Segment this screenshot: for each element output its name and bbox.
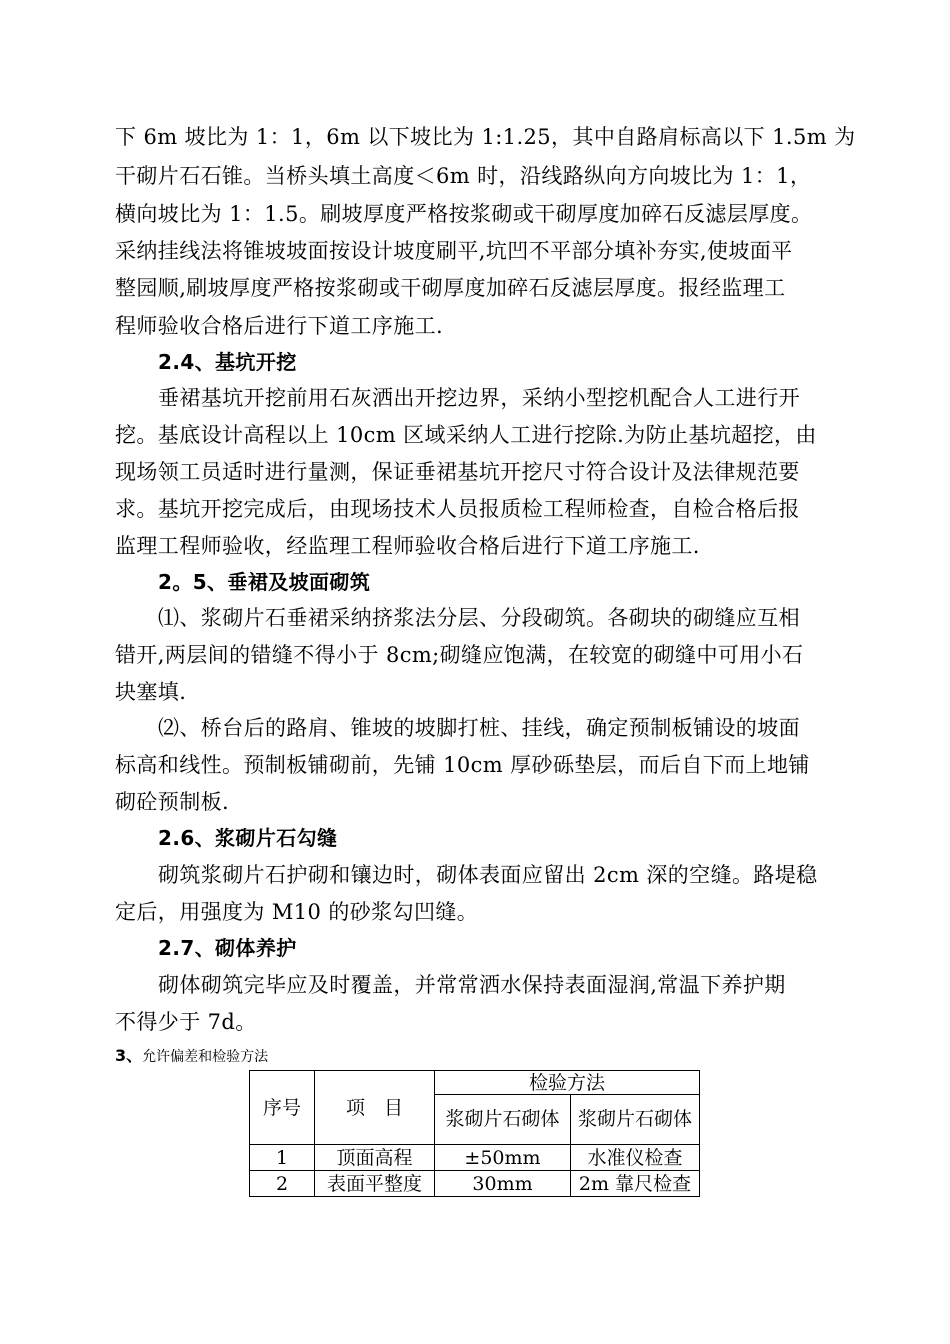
cell-item: 表面平整度 xyxy=(315,1171,435,1197)
body-line: 采纳挂线法将锥坡坡面按设计坡度刷平,坑凹不平部分填补夯实,使坡面平 xyxy=(115,239,793,263)
body-line: 求。基坑开挖完成后，由现场技术人员报质检工程师检查，自检合格后报 xyxy=(115,497,800,521)
body-line: 砌筑浆砌片石护砌和镶边时，砌体表面应留出 2cm 深的空缝。路堤稳 xyxy=(158,863,818,887)
section-3-number: 3、 xyxy=(115,1046,143,1065)
header-sub-col1: 浆砌片石砌体 xyxy=(435,1095,571,1145)
cell-v1: ±50mm xyxy=(435,1145,571,1171)
body-line: 横向坡比为 1：1.5。刷坡厚度严格按浆砌或干砌厚度加碎石反滤层厚度。 xyxy=(115,202,813,226)
body-line: 现场领工员适时进行量测，保证垂裙基坑开挖尺寸符合设计及法律规范要 xyxy=(115,460,800,484)
body-line: 定后，用强度为 M10 的砂浆勾凹缝。 xyxy=(115,900,479,924)
body-line: 监理工程师验收，经监理工程师验收合格后进行下道工序施工. xyxy=(115,534,700,558)
header-seq: 序号 xyxy=(250,1071,315,1145)
cell-v2: 水准仪检查 xyxy=(571,1145,700,1171)
tolerance-table xyxy=(249,1070,700,1197)
section-3-title: 允许偏差和检验方法 xyxy=(142,1049,269,1065)
body-line: 块塞填. xyxy=(115,680,187,704)
table-row xyxy=(250,1171,700,1197)
cell-v2: 2m 靠尺检查 xyxy=(571,1171,700,1197)
table-row xyxy=(250,1145,700,1171)
section-heading-2-5: 2。5、垂裙及坡面砌筑 xyxy=(158,570,371,594)
body-line: ⑵、桥台后的路肩、锥坡的坡脚打桩、挂线，确定预制板铺设的坡面 xyxy=(158,716,800,740)
body-line: 整园顺,刷坡厚度严格按浆砌或干砌厚度加碎石反滤层厚度。报经监理工 xyxy=(115,276,786,300)
body-line: 下 6m 坡比为 1：1，6m 以下坡比为 1:1.25，其中自路肩标高以下 1.5m 为 xyxy=(115,125,856,149)
section-heading-2-6: 2.6、浆砌片石勾缝 xyxy=(158,826,338,850)
cell-item: 顶面高程 xyxy=(315,1145,435,1171)
header-item: 项 目 xyxy=(315,1071,435,1145)
header-method: 检验方法 xyxy=(435,1071,700,1095)
body-line: 砌砼预制板. xyxy=(115,790,230,814)
section-heading-2-4: 2.4、基坑开挖 xyxy=(158,350,297,374)
body-line: ⑴、浆砌片石垂裙采纳挤浆法分层、分段砌筑。各砌块的砌缝应互相 xyxy=(158,606,800,630)
body-line: 标高和线性。预制板铺砌前，先铺 10cm 厚砂砾垫层，而后自下而上地铺 xyxy=(115,753,810,777)
body-line: 垂裙基坑开挖前用石灰洒出开挖边界，采纳小型挖机配合人工进行开 xyxy=(158,386,800,410)
body-line: 挖。基底设计高程以上 10cm 区域采纳人工进行挖除.为防止基坑超挖，由 xyxy=(115,423,817,447)
body-line: 程师验收合格后进行下道工序施工. xyxy=(115,314,444,338)
body-line: 干砌片石石锥。当桥头填土高度＜6m 时，沿线路纵向方向坡比为 1：1， xyxy=(115,164,812,188)
section-3-heading xyxy=(115,1046,268,1067)
body-line: 错开,两层间的错缝不得小于 8cm;砌缝应饱满，在较宽的砌缝中可用小石 xyxy=(115,643,804,667)
header-sub-col2: 浆砌片石砌体 xyxy=(571,1095,700,1145)
section-heading-2-7: 2.7、砌体养护 xyxy=(158,936,297,960)
body-line: 不得少于 7d。 xyxy=(115,1010,257,1034)
cell-v1: 30mm xyxy=(435,1171,571,1197)
cell-seq: 1 xyxy=(250,1145,315,1171)
body-line: 砌体砌筑完毕应及时覆盖，并常常洒水保持表面湿润,常温下养护期 xyxy=(158,973,786,997)
cell-seq: 2 xyxy=(250,1171,315,1197)
